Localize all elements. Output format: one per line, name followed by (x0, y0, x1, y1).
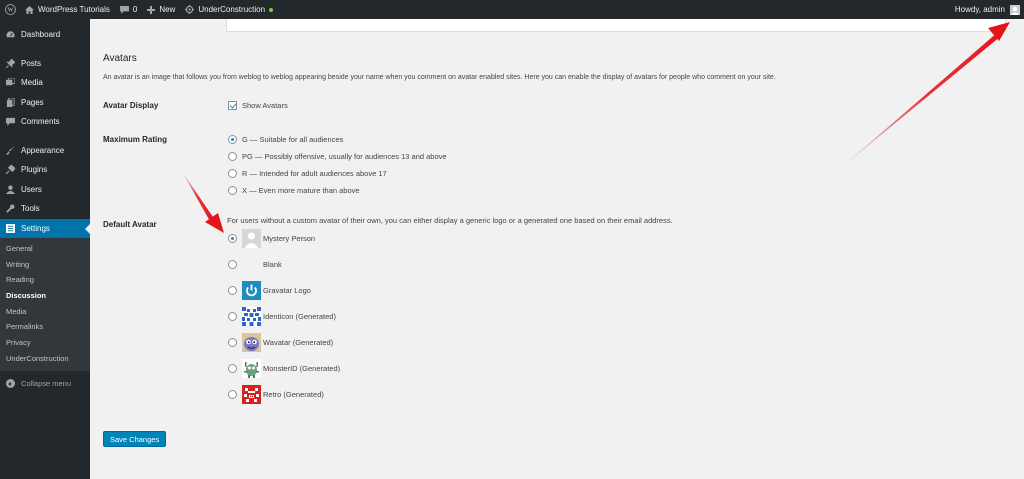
submenu-general[interactable]: General (6, 244, 33, 253)
settings-content (90, 19, 1024, 479)
site-name-link[interactable] (20, 0, 115, 19)
plug-icon (6, 165, 15, 174)
sidebar-item-media[interactable] (0, 73, 90, 93)
submenu-privacy[interactable]: Privacy (6, 338, 31, 348)
avatar-display-label: Avatar Display (103, 101, 159, 110)
rating-label: PG — Possibly offensive, usually for audiences 13 and above (242, 152, 447, 161)
settings-submenu (0, 238, 90, 371)
sidebar-item-settings[interactable] (0, 219, 90, 239)
sidebar-item-label: Comments (21, 117, 60, 127)
rating-option-g[interactable] (228, 135, 343, 144)
sidebar-item-tools[interactable] (0, 199, 90, 219)
site-name-label: WordPress Tutorials (38, 5, 110, 14)
user-icon (6, 185, 15, 194)
radio-selected[interactable] (228, 234, 237, 243)
radio[interactable] (228, 169, 237, 178)
default-avatar-description: For users without a custom avatar of their own, you can either display a generic logo or a generated one based on their email address. (227, 216, 673, 225)
home-icon (25, 6, 34, 14)
pages-icon (6, 98, 15, 107)
sidebar-item-plugins[interactable] (0, 160, 90, 180)
sidebar-item-comments[interactable] (0, 112, 90, 132)
sidebar-item-label: Media (21, 78, 43, 88)
dashboard-gauge-icon (6, 30, 15, 39)
admin-sidebar (0, 19, 90, 479)
avatar-option-label: Gravatar Logo (263, 286, 311, 295)
submenu-media[interactable]: Media (6, 306, 27, 316)
radio[interactable] (228, 390, 237, 399)
media-icon (6, 78, 15, 87)
sidebar-item-label: Users (21, 184, 42, 194)
section-description: An avatar is an image that follows you from weblog to weblog appearing beside your name when you comment on avatar enabled sites. Here you can enable the display of avatars for people who comment on your site. (103, 74, 776, 81)
avatar-option-label: Retro (Generated) (263, 390, 324, 399)
radio[interactable] (228, 338, 237, 347)
rating-label: X — Even more mature than above (242, 186, 360, 195)
avatar-option-label: Identicon (Generated) (263, 312, 336, 321)
collapse-arrow-icon (6, 379, 15, 388)
radio[interactable] (228, 286, 237, 295)
greeting-label: Howdy, admin (954, 5, 1005, 14)
default-avatar-mystery[interactable] (228, 229, 315, 248)
avatar-icon (1010, 5, 1020, 15)
default-avatar-label: Default Avatar (103, 220, 157, 229)
svg-text:W: W (6, 7, 14, 14)
submenu-permalinks[interactable]: Permalinks (6, 322, 44, 332)
section-title: Avatars (103, 53, 137, 64)
identicon-avatar-icon (242, 307, 261, 326)
collapse-menu-button[interactable] (0, 373, 90, 395)
submenu-writing[interactable]: Writing (6, 259, 30, 269)
underconstruction-label: UnderConstruction (198, 5, 266, 14)
rating-label: G — Suitable for all audiences (242, 135, 344, 144)
sidebar-item-posts[interactable] (0, 54, 90, 74)
sidebar-item-dashboard[interactable] (0, 25, 90, 45)
pin-icon (6, 59, 15, 68)
avatar-option-label: MonsterID (Generated) (263, 364, 341, 373)
comment-bubble-icon (120, 6, 129, 14)
monsterid-avatar-icon (242, 359, 261, 378)
underconstruction-link[interactable] (180, 0, 278, 19)
admin-bar (0, 0, 1024, 19)
maximum-rating-label: Maximum Rating (103, 135, 168, 144)
radio-selected[interactable] (228, 135, 237, 144)
mystery-person-avatar-icon (242, 229, 261, 248)
sidebar-item-label: Tools (21, 204, 40, 214)
sidebar-item-label: Posts (21, 58, 42, 68)
new-content-link[interactable] (142, 0, 180, 19)
sidebar-item-users[interactable] (0, 180, 90, 200)
radio[interactable] (228, 152, 237, 161)
gravatar-logo-icon (242, 281, 261, 300)
rating-label: R — Intended for adult audiences above 17 (242, 169, 387, 178)
default-avatar-identicon[interactable] (228, 307, 336, 326)
radio[interactable] (228, 312, 237, 321)
rating-option-pg[interactable] (228, 152, 447, 161)
avatar-option-label: Mystery Person (263, 234, 316, 243)
status-dot-icon (269, 8, 273, 12)
save-changes-button[interactable]: Save Changes (103, 431, 166, 447)
radio[interactable] (228, 260, 237, 269)
sidebar-item-label: Plugins (21, 165, 48, 175)
paintbrush-icon (6, 146, 15, 155)
sidebar-item-label: Appearance (21, 145, 65, 155)
sidebar-item-appearance[interactable] (0, 141, 90, 161)
sidebar-item-label: Dashboard (21, 30, 61, 40)
disallowed-keys-textarea[interactable] (226, 19, 1006, 32)
settings-sliders-icon (6, 224, 15, 233)
comment-icon (6, 117, 15, 126)
submenu-reading[interactable]: Reading (6, 275, 34, 285)
default-avatar-blank[interactable] (228, 255, 282, 274)
new-label: New (159, 5, 176, 14)
gear-icon (185, 5, 194, 14)
radio[interactable] (228, 186, 237, 195)
avatar-option-label: Wavatar (Generated) (263, 338, 334, 347)
comments-count: 0 (132, 5, 138, 14)
rating-option-r[interactable] (228, 169, 387, 178)
default-avatar-monsterid[interactable] (228, 359, 340, 378)
checkbox-checked[interactable] (228, 101, 237, 110)
sidebar-item-label: Settings (21, 223, 50, 233)
sidebar-item-pages[interactable] (0, 93, 90, 113)
submenu-discussion[interactable]: Discussion (6, 291, 47, 301)
sidebar-item-label: Pages (21, 97, 44, 107)
wordpress-logo-icon[interactable] (0, 0, 20, 19)
show-avatars-checkbox[interactable] (228, 101, 288, 110)
show-avatars-label: Show Avatars (242, 101, 288, 110)
default-avatar-gravatar[interactable] (228, 281, 311, 300)
plus-icon (147, 6, 155, 14)
radio[interactable] (228, 364, 237, 373)
default-avatar-retro[interactable] (228, 385, 324, 404)
avatar-option-label: Blank (263, 260, 282, 269)
default-avatar-wavatar[interactable] (228, 333, 333, 352)
submenu-underconstruction[interactable]: UnderConstruction (6, 353, 69, 363)
blank-avatar-icon (242, 255, 261, 274)
wavatar-avatar-icon (242, 333, 261, 352)
retro-avatar-icon (242, 385, 261, 404)
wrench-icon (6, 204, 15, 213)
collapse-menu-label: Collapse menu (21, 379, 72, 388)
my-account-link[interactable] (955, 0, 1020, 19)
rating-option-x[interactable] (228, 186, 360, 195)
comments-link[interactable] (115, 0, 142, 19)
